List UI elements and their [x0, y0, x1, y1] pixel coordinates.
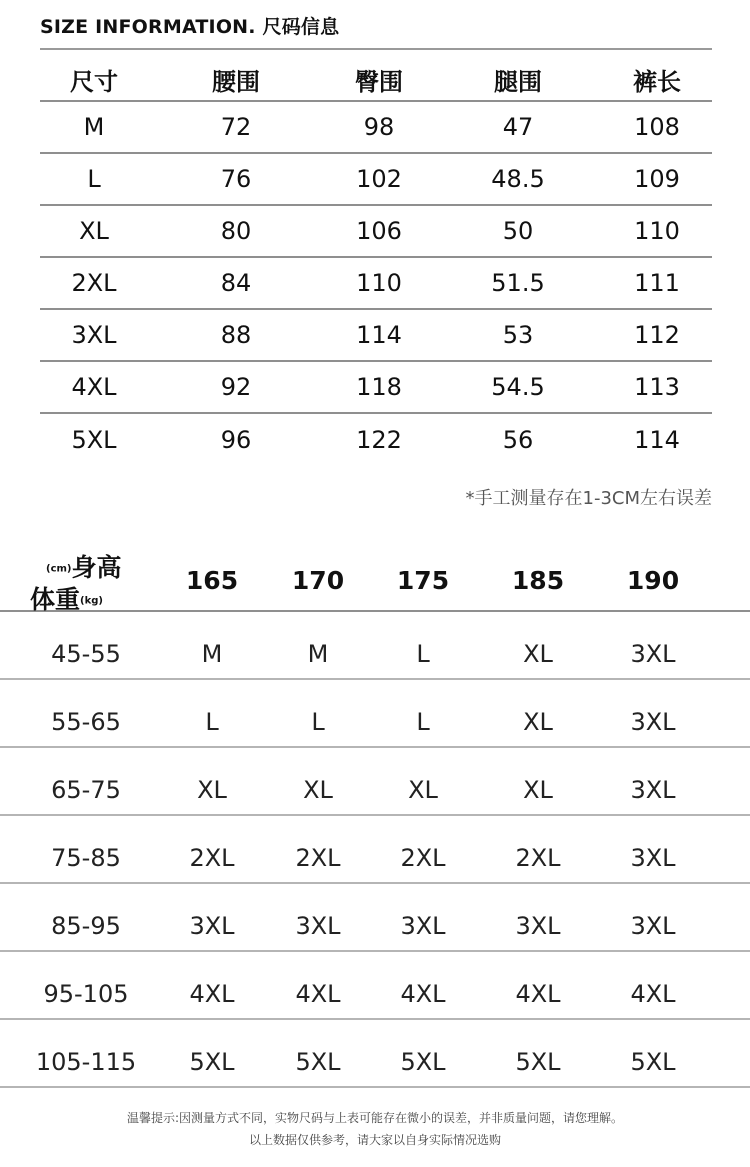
title-divider	[40, 48, 712, 50]
weight-range: 75-85	[51, 844, 121, 872]
recommended-size: 2XL	[515, 844, 561, 872]
recommended-size: XL	[523, 640, 553, 668]
table-row	[40, 102, 712, 154]
table-row	[0, 748, 750, 816]
table-row	[0, 884, 750, 952]
cell-length: 109	[634, 165, 680, 193]
cell-thigh: 53	[502, 321, 534, 349]
recommended-size: 4XL	[515, 980, 561, 1008]
cell-thigh: 50	[502, 217, 534, 245]
cell-size: L	[87, 165, 101, 193]
recommended-size: 2XL	[400, 844, 446, 872]
recommended-size: 3XL	[630, 912, 676, 940]
table-row	[0, 680, 750, 748]
cell-size: 2XL	[71, 269, 117, 297]
recommended-size: L	[416, 640, 430, 668]
table-row	[40, 310, 712, 362]
height-weight-table-body	[0, 612, 750, 1088]
height-185: 185	[511, 566, 565, 595]
cell-length: 108	[634, 113, 680, 141]
cell-size: 5XL	[71, 426, 117, 454]
recommended-size: XL	[197, 776, 227, 804]
header-thigh: 腿围	[494, 67, 542, 96]
height-165: 165	[185, 566, 239, 595]
cell-hip: 98	[363, 113, 395, 141]
recommended-size: 3XL	[515, 912, 561, 940]
recommended-size: XL	[303, 776, 333, 804]
cell-length: 111	[634, 269, 680, 297]
table-row	[40, 206, 712, 258]
cell-size: 4XL	[71, 373, 117, 401]
recommended-size: 3XL	[189, 912, 235, 940]
cell-hip: 102	[356, 165, 402, 193]
recommended-size: 5XL	[400, 1048, 446, 1076]
cell-thigh: 47	[502, 113, 534, 141]
cell-length: 112	[634, 321, 680, 349]
recommended-size: L	[416, 708, 430, 736]
cell-size: 3XL	[71, 321, 117, 349]
cell-waist: 92	[220, 373, 252, 401]
measurement-note: *手工测量存在1-3CM左右误差	[465, 488, 712, 509]
cell-hip: 114	[356, 321, 402, 349]
table-row	[0, 1020, 750, 1088]
recommended-size: M	[201, 640, 223, 668]
header-hip: 臀围	[355, 67, 403, 96]
height-corner-label	[46, 548, 122, 584]
weight-range: 95-105	[43, 980, 129, 1008]
recommended-size: L	[205, 708, 219, 736]
weight-range: 45-55	[51, 640, 121, 668]
table-row	[40, 414, 712, 466]
recommended-size: XL	[523, 708, 553, 736]
height-170: 170	[291, 566, 345, 595]
recommended-size: 3XL	[295, 912, 341, 940]
cell-hip: 118	[356, 373, 402, 401]
footer-notice-1: 温馨提示:因测量方式不同，实物尺码与上表可能存在微小的误差，并非质量问题，请您理解。	[126, 1111, 624, 1125]
cell-waist: 88	[220, 321, 252, 349]
size-table-body	[40, 102, 712, 466]
cell-waist: 76	[220, 165, 252, 193]
header-size: 尺寸	[70, 67, 118, 96]
table-row	[40, 154, 712, 206]
recommended-size: 5XL	[515, 1048, 561, 1076]
recommended-size: 4XL	[189, 980, 235, 1008]
cell-size: M	[83, 113, 105, 141]
recommended-size: 2XL	[189, 844, 235, 872]
weight-range: 65-75	[51, 776, 121, 804]
table-row	[40, 258, 712, 310]
recommended-size: M	[307, 640, 329, 668]
weight-range: 105-115	[35, 1048, 137, 1076]
recommended-size: 3XL	[400, 912, 446, 940]
height-label: 身高	[71, 553, 122, 582]
cell-waist: 96	[220, 426, 252, 454]
header-waist: 腰围	[212, 67, 260, 96]
recommended-size: 5XL	[295, 1048, 341, 1076]
cell-hip: 110	[356, 269, 402, 297]
cell-thigh: 48.5	[491, 165, 545, 193]
recommended-size: 4XL	[295, 980, 341, 1008]
recommended-size: XL	[408, 776, 438, 804]
cell-size: XL	[79, 217, 109, 245]
recommended-size: 3XL	[630, 708, 676, 736]
cell-thigh: 54.5	[491, 373, 545, 401]
table-row	[40, 362, 712, 414]
header-length: 裤长	[633, 67, 681, 96]
cell-waist: 84	[220, 269, 252, 297]
weight-label: 体重	[30, 585, 81, 614]
recommended-size: 5XL	[630, 1048, 676, 1076]
recommended-size: 5XL	[189, 1048, 235, 1076]
cell-waist: 80	[220, 217, 252, 245]
recommended-size: 4XL	[630, 980, 676, 1008]
recommended-size: L	[311, 708, 325, 736]
recommended-size: XL	[523, 776, 553, 804]
weight-range: 85-95	[51, 912, 121, 940]
table-row	[0, 612, 750, 680]
size-table-header	[40, 58, 712, 102]
cell-thigh: 56	[502, 426, 534, 454]
height-unit: (cm)	[46, 563, 72, 575]
recommended-size: 2XL	[295, 844, 341, 872]
recommended-size: 4XL	[400, 980, 446, 1008]
size-information-table	[40, 58, 712, 466]
recommended-size: 3XL	[630, 776, 676, 804]
height-weight-header	[0, 540, 750, 612]
weight-range: 55-65	[51, 708, 121, 736]
recommended-size: 3XL	[630, 640, 676, 668]
height-175: 175	[396, 566, 450, 595]
cell-length: 113	[634, 373, 680, 401]
section-title: SIZE INFORMATION. 尺码信息	[40, 16, 340, 38]
cell-length: 114	[634, 426, 680, 454]
cell-waist: 72	[220, 113, 252, 141]
recommended-size: 3XL	[630, 844, 676, 872]
weight-corner-label	[30, 580, 103, 616]
table-row	[0, 816, 750, 884]
table-row	[0, 952, 750, 1020]
cell-hip: 122	[356, 426, 402, 454]
cell-thigh: 51.5	[491, 269, 545, 297]
weight-unit: (kg)	[80, 595, 103, 607]
height-190: 190	[626, 566, 680, 595]
cell-hip: 106	[356, 217, 402, 245]
cell-length: 110	[634, 217, 680, 245]
footer-notice-2: 以上数据仅供参考，请大家以自身实际情况选购	[248, 1133, 501, 1147]
